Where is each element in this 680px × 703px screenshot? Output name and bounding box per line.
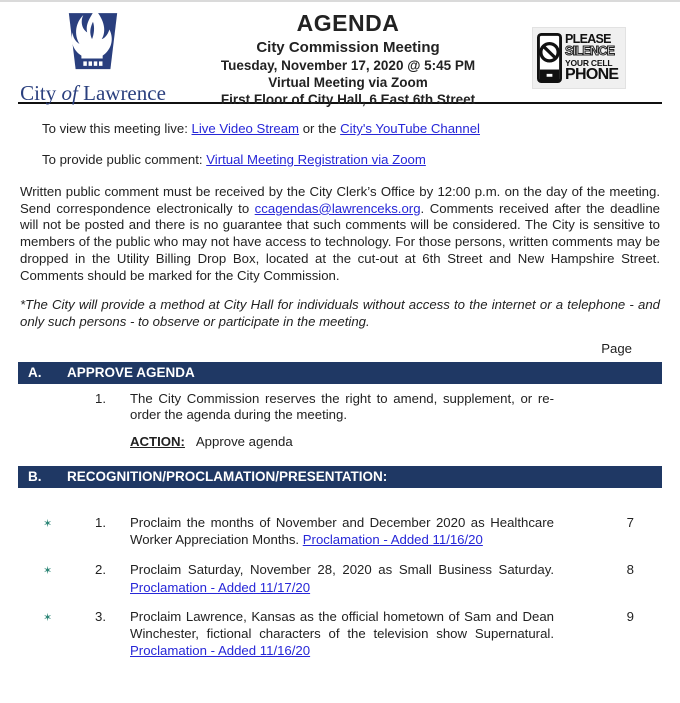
agenda-item-b1 [18, 515, 662, 549]
item-b3-text [130, 609, 554, 660]
item-b2-description: Proclaim Saturday, November 28, 2020 as Small Business Saturday. [130, 562, 554, 577]
item-b3-proclamation-link[interactable]: Proclamation - Added 11/16/20 [130, 643, 311, 659]
no-cell-phone-icon [537, 33, 562, 83]
section-a-letter: A. [28, 364, 42, 380]
live-video-stream-link[interactable]: Live Video Stream [191, 121, 300, 136]
item-b3-number: 3. [95, 609, 106, 625]
notice-text-part1: Written public comment must be received by the City Clerk’s Office by 12:00 p.m. on the day of the meeting. Send correspondence electronically to [20, 184, 660, 216]
item-b2-page-number: 8 [626, 562, 634, 577]
city-logo-block [18, 8, 168, 105]
youtube-channel-link[interactable]: City's YouTube Channel [340, 121, 480, 136]
section-b-letter: B. [28, 468, 42, 484]
item-b3-description: Proclaim Lawrence, Kansas as the official hometown of Sam and Dean Winchester, fictional characters of the television show Supernatural. [130, 609, 554, 641]
city-of-lawrence-wordmark: City of Lawrence [20, 81, 166, 105]
section-b-header [18, 466, 662, 488]
written-comment-notice [20, 184, 660, 284]
section-a-title: APPROVE AGENDA [67, 364, 195, 380]
city-of-lawrence-flame-logo-icon [64, 8, 122, 80]
public-comment-line [42, 152, 662, 167]
zoom-registration-link[interactable]: Virtual Meeting Registration via Zoom [206, 152, 426, 167]
item-a1-text: The City Commission reserves the right to amend, supplement, or re-order the agenda during the meeting. [130, 390, 554, 423]
silence-phone-text: PLEASE SILENCE YOUR CELL PHONE [565, 31, 619, 84]
item-a1-star-spacer [18, 391, 95, 424]
action-text: Approve agenda [195, 433, 293, 449]
page-column-label: Page [601, 340, 632, 356]
city-hall-access-disclaimer: *The City will provide a method at City Hall for individuals without access to the internet or a telephone - and only such persons - to observe or participate in the meeting. [20, 297, 660, 329]
meeting-datetime: Tuesday, November 17, 2020 @ 5:45 PM [220, 58, 476, 73]
document-header [0, 2, 680, 107]
view-meeting-line [42, 121, 662, 136]
view-meeting-middle: or the [302, 121, 337, 136]
item-b1-number: 1. [95, 514, 106, 530]
item-b2-number: 2. [95, 562, 106, 577]
agenda-item-b3 [18, 609, 662, 660]
item-b1-proclamation-link[interactable]: Proclamation - Added 11/16/20 [302, 532, 483, 548]
silence-phone-badge-area [528, 8, 662, 102]
agenda-item-b2 [18, 562, 662, 596]
item-b2-proclamation-link[interactable]: Proclamation - Added 11/17/20 [130, 579, 311, 595]
meeting-venue-address: First Floor of City Hall, 6 East 6th Street [220, 92, 476, 107]
meeting-venue-virtual: Virtual Meeting via Zoom [268, 75, 428, 90]
section-a-header [18, 362, 662, 384]
section-b-title: RECOGNITION/PROCLAMATION/PRESENTATION: [67, 468, 388, 484]
item-b1-description: Proclaim the months of November and December 2020 as Healthcare Worker Appreciation Months. [130, 514, 554, 548]
added-item-star-icon: ✶ [43, 565, 53, 577]
silence-phone-badge [532, 27, 626, 89]
public-comment-prefix: To provide public comment: [42, 152, 203, 167]
item-b3-page-number: 9 [626, 609, 634, 625]
item-b1-text [130, 515, 554, 549]
meeting-name: City Commission Meeting [256, 39, 440, 56]
meeting-title-block [168, 8, 528, 107]
item-a1-action-line [130, 434, 662, 449]
clerk-email-link[interactable]: ccagendas@lawrenceks.org [254, 200, 421, 216]
item-a1-number: 1. [95, 390, 106, 406]
action-label: ACTION: [130, 433, 185, 449]
agenda-item-a1 [18, 391, 662, 424]
notice-text-part2: . Comments received after the deadline will not be posted and there is no guarantee that such comments will be considered. The City is sensitive to members of the public who may not have access to technology. For those persons, written comments may be dropped in the Utility Billing Drop Box, located at the cut-out at 6th Street and New Hampshire Street. Comments should be marked for the City Commission. [20, 200, 660, 283]
added-item-star-icon: ✶ [43, 517, 53, 530]
added-item-star-icon: ✶ [43, 612, 53, 625]
item-b2-text [130, 562, 554, 596]
item-b1-page-number: 7 [626, 514, 634, 530]
agenda-title: AGENDA [296, 10, 400, 36]
view-meeting-prefix: To view this meeting live: [42, 121, 188, 136]
